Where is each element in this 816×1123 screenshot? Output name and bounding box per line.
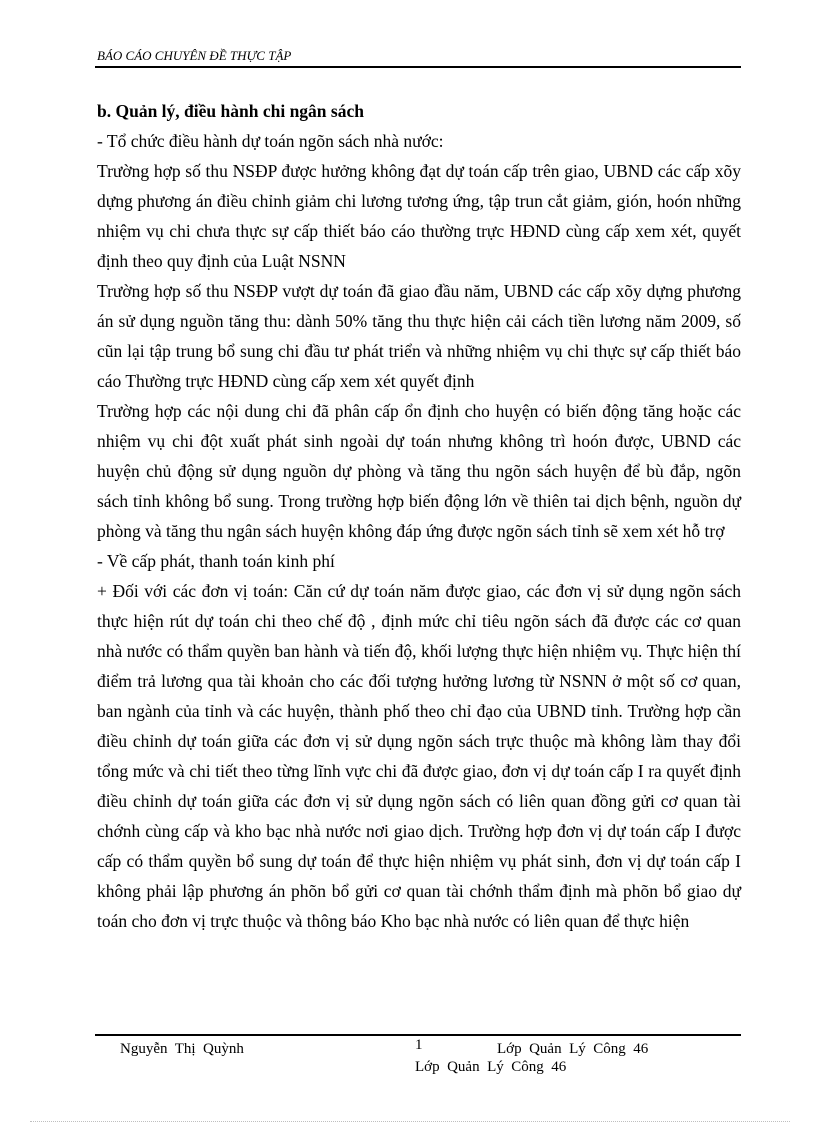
footer-page-number: 1 [415, 1037, 423, 1053]
document-body [97, 96, 741, 936]
footer-author: Nguyễn Thị Quỳnh [120, 1041, 244, 1057]
paragraph: Trường hợp số thu NSĐP vượt dự toán đã giao đầu năm, UBND các cấp xõy dựng phương án sử dụng nguồn tăng thu: dành 50% tăng thu thực hiện cải cách tiền lương năm 2009, số cũn lại tập trung bổ sung chi đầu tư phát triển và những nhiệm vụ chi thực sự cấp thiết báo cáo Thường trực HĐND cùng cấp xem xét quyết định [97, 281, 741, 391]
section-heading: b. Quản lý, điều hành chi ngân sách [97, 101, 364, 121]
page-header-title: BÁO CÁO CHUYÊN ĐỀ THỰC TẬP [97, 48, 292, 63]
page-bottom-edge [30, 1121, 790, 1122]
paragraph: Trường hợp các nội dung chi đã phân cấp ổn định cho huyện có biến động tăng hoặc các nhiệm vụ chi đột xuất phát sinh ngoài dự toán nhưng không trì hoón được, UBND các huyện chủ động sử dụng nguồn dự phòng và tăng thu ngõn sách huyện để bù đắp, ngõn sách tỉnh không bổ sung. Trong trường hợp biến động lớn về thiên tai dịch bệnh, nguồn dự phòng và tăng thu ngân sách huyện không đáp ứng được ngõn sách tỉnh sẽ xem xét hỗ trợ [97, 401, 741, 541]
paragraph: Trường hợp số thu NSĐP được hưởng không đạt dự toán cấp trên giao, UBND các cấp xõy dựng phương án điều chỉnh giảm chi lương tương ứng, tập trun cắt giảm, gión, hoón những nhiệm vụ chi chưa thực sự cấp thiết báo cáo thường trực HĐND cùng cấp xem xét, quyết định theo quy định của Luật NSNN [97, 161, 741, 271]
paragraph: - Về cấp phát, thanh toán kinh phí [97, 551, 335, 571]
paragraph: + Đối với các đơn vị toán: Căn cứ dự toán năm được giao, các đơn vị sử dụng ngõn sách thực hiện rút dự toán chi theo chế độ , định mức chỉ tiêu ngõn sách đã được các cơ quan nhà nước có thẩm quyền ban hành và tiến độ, khối lượng thực hiện nhiệm vụ. Thực hiện thí điểm trả lương qua tài khoản cho các đối tượng hưởng lương từ NSNN ở một số cơ quan, ban ngành của tỉnh và các huyện, thành phố theo chỉ đạo của UBND tỉnh. Trường hợp cần điều chỉnh dự toán giữa các đơn vị sử dụng ngõn sách trực thuộc mà không làm thay đổi tổng mức và chi tiết theo từng lĩnh vực chi đã được giao, đơn vị dự toán cấp I ra quyết định điều chỉnh dự toán giữa các đơn vị sử dụng ngõn sách có liên quan đồng gửi cơ quan tài chớnh cùng cấp và kho bạc nhà nước nơi giao dịch. Trường hợp đơn vị dự toán cấp I được cấp có thẩm quyền bổ sung dự toán để thực hiện nhiệm vụ phát sinh, đơn vị dự toán cấp I không phải lập phương án phõn bổ gửi cơ quan tài chớnh thẩm định mà phõn bổ giao dự toán cho đơn vị trực thuộc và thông báo Kho bạc nhà nước có liên quan để thực hiện [97, 581, 741, 931]
footer-class-label-repeat: Lớp Quản Lý Công 46 [415, 1059, 567, 1075]
footer-class-label: Lớp Quản Lý Công 46 [497, 1041, 649, 1057]
header-divider [95, 66, 741, 68]
paragraph: - Tổ chức điều hành dự toán ngõn sách nhà nước: [97, 131, 444, 151]
footer-divider [95, 1034, 741, 1036]
